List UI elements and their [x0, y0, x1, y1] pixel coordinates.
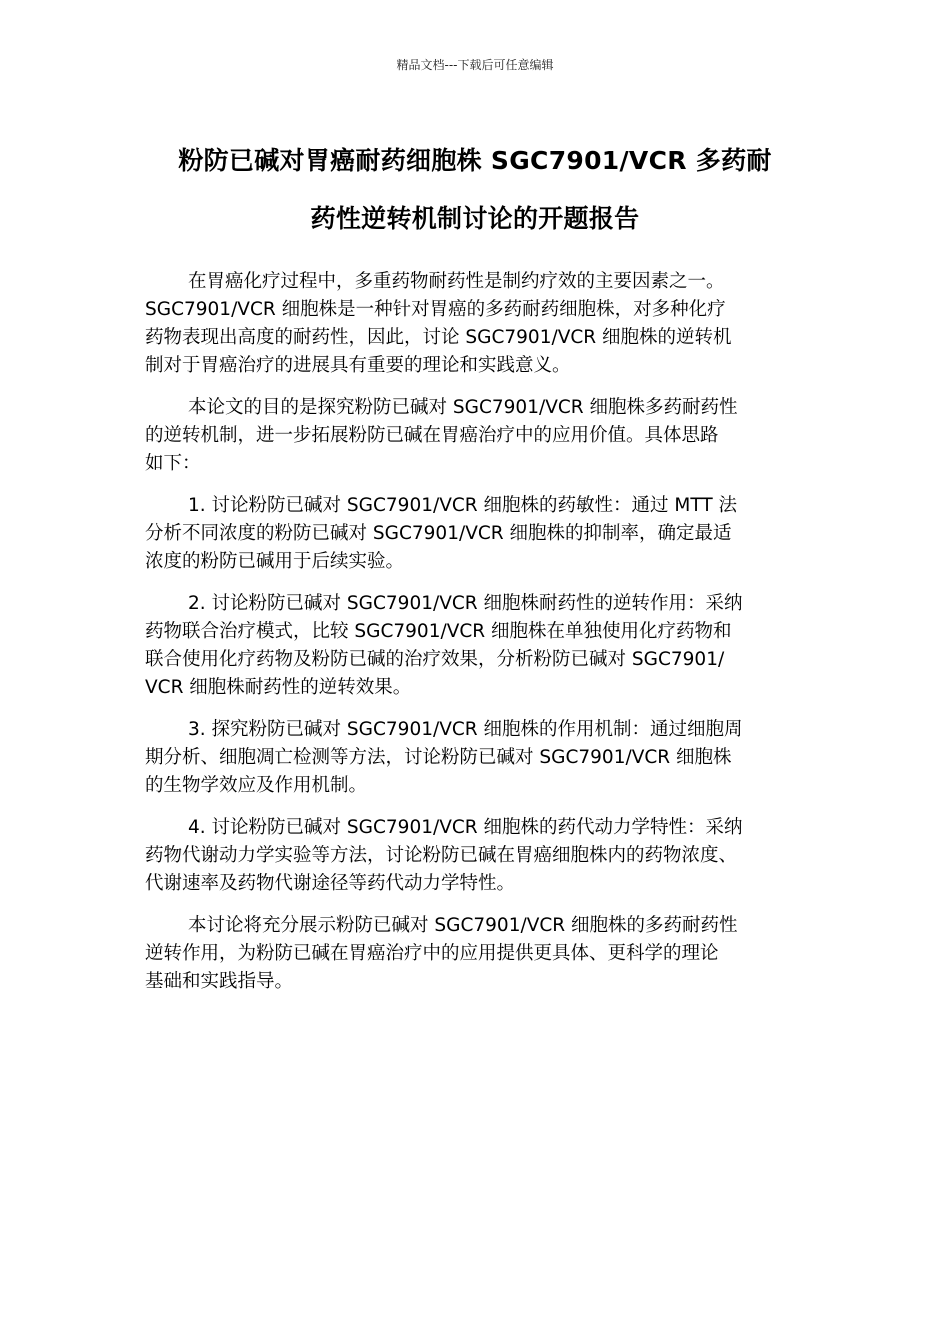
document-title	[140, 132, 810, 248]
text-line: VCR 细胞株耐药性的逆转效果。	[145, 677, 412, 698]
text-line: 1. 讨论粉防已碱对 SGC7901/VCR 细胞株的药敏性：通过 MTT 法	[188, 495, 738, 516]
paragraph-item-3	[145, 716, 810, 800]
text-line: 药物表现出高度的耐药性，因此，讨论 SGC7901/VCR 细胞株的逆转机	[145, 327, 732, 348]
text-line: 浓度的粉防已碱用于后续实验。	[145, 551, 405, 572]
text-line: 4. 讨论粉防已碱对 SGC7901/VCR 细胞株的药代动力学特性：采纳	[188, 817, 743, 838]
text-line: 制对于胃癌治疗的进展具有重要的理论和实践意义。	[145, 355, 571, 376]
title-line: 粉防已碱对胃癌耐药细胞株 SGC7901/VCR 多药耐	[178, 146, 772, 175]
title-line: 药性逆转机制讨论的开题报告	[310, 204, 640, 233]
text-line: 的生物学效应及作用机制。	[145, 775, 368, 796]
text-line: 逆转作用，为粉防已碱在胃癌治疗中的应用提供更具体、更科学的理论	[145, 943, 719, 964]
text-line: 本讨论将充分展示粉防已碱对 SGC7901/VCR 细胞株的多药耐药性	[188, 915, 738, 936]
text-line: 药物联合治疗模式，比较 SGC7901/VCR 细胞株在单独使用化疗药物和	[145, 621, 732, 642]
paragraph-item-2	[145, 590, 810, 702]
paragraph-purpose	[145, 394, 810, 478]
page-header: 精品文档---下载后可任意编辑	[396, 58, 554, 72]
text-line: 联合使用化疗药物及粉防已碱的治疗效果，分析粉防已碱对 SGC7901/	[145, 649, 725, 670]
document-body	[145, 268, 810, 1010]
text-line: 的逆转机制，进一步拓展粉防已碱在胃癌治疗中的应用价值。具体思路	[145, 425, 719, 446]
text-line: 本论文的目的是探究粉防已碱对 SGC7901/VCR 细胞株多药耐药性	[188, 397, 738, 418]
text-line: 期分析、细胞凋亡检测等方法，讨论粉防已碱对 SGC7901/VCR 细胞株	[145, 747, 732, 768]
text-line: 3. 探究粉防已碱对 SGC7901/VCR 细胞株的作用机制：通过细胞周	[188, 719, 743, 740]
text-line: 在胃癌化疗过程中，多重药物耐药性是制约疗效的主要因素之一。	[188, 271, 725, 292]
paragraph-conclusion	[145, 912, 810, 996]
text-line: SGC7901/VCR 细胞株是一种针对胃癌的多药耐药细胞株，对多种化疗	[145, 299, 726, 320]
paragraph-intro	[145, 268, 810, 380]
text-line: 代谢速率及药物代谢途径等药代动力学特性。	[145, 873, 516, 894]
paragraph-item-4	[145, 814, 810, 898]
text-line: 分析不同浓度的粉防已碱对 SGC7901/VCR 细胞株的抑制率，确定最适	[145, 523, 732, 544]
text-line: 药物代谢动力学实验等方法，讨论粉防已碱在胃癌细胞株内的药物浓度、	[145, 845, 738, 866]
text-line: 2. 讨论粉防已碱对 SGC7901/VCR 细胞株耐药性的逆转作用：采纳	[188, 593, 743, 614]
paragraph-item-1	[145, 492, 810, 576]
text-line: 如下：	[145, 453, 201, 474]
text-line: 基础和实践指导。	[145, 971, 294, 992]
